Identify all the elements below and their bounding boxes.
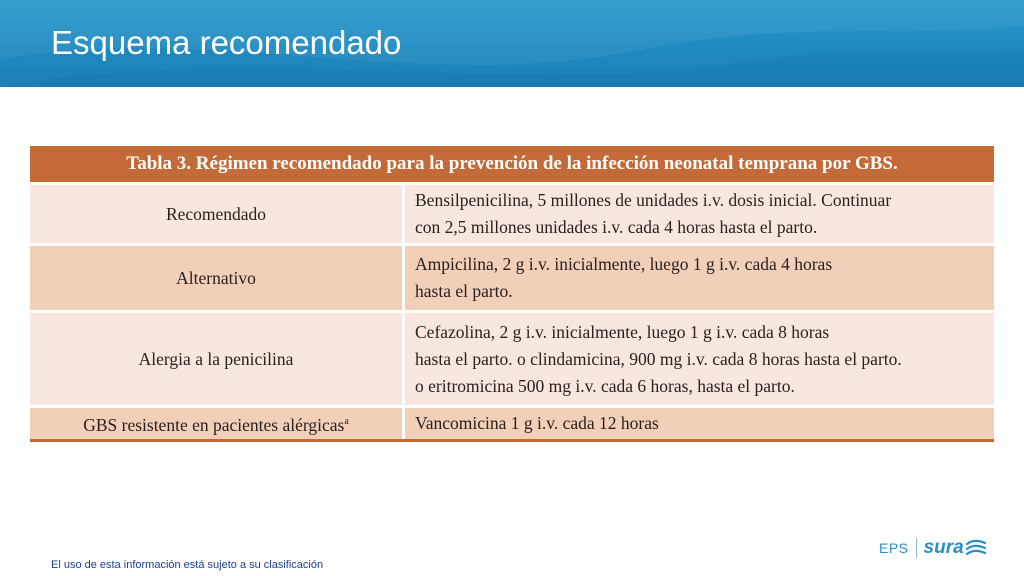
value-line: Ampicilina, 2 g i.v. inicialmente, luego 1 g i.v. cada 4 horas	[415, 254, 833, 274]
value-line: hasta el parto. o clindamicina, 900 mg i.v. cada 8 horas hasta el parto.	[415, 348, 902, 369]
row-label: Alternativo	[30, 245, 404, 312]
row-label: Alergia a la penicilina	[30, 312, 404, 407]
logo-divider	[916, 538, 917, 558]
table-row	[30, 184, 994, 245]
value-line: Bensilpenicilina, 5 millones de unidades i.v. dosis inicial. Continuar	[415, 190, 892, 210]
row-value	[404, 407, 995, 441]
value-line: Vancomicina 1 g i.v. cada 12 horas	[415, 413, 659, 433]
logo-brand-text: sura	[923, 537, 964, 558]
value-line: hasta el parto.	[415, 281, 513, 301]
regimen-table	[30, 146, 994, 442]
row-value	[404, 245, 995, 312]
footer-classification-note: El uso de esta información está sujeto a su clasificación	[51, 559, 324, 571]
table-body	[30, 184, 994, 441]
logo-eps-text: EPS	[879, 540, 909, 556]
sura-wave-icon	[966, 539, 986, 557]
eps-sura-logo	[879, 536, 986, 560]
regimen-table-container	[30, 146, 994, 442]
row-label: GBS resistente en pacientes alérgicas$^a$	[30, 407, 404, 441]
slide-title: Esquema recomendado	[51, 24, 402, 61]
footnote-marker: a	[344, 416, 349, 428]
value-line: con 2,5 millones unidades i.v. cada 4 horas hasta el parto.	[415, 217, 818, 237]
header-banner	[0, 0, 1024, 87]
row-value	[404, 312, 995, 407]
table-row	[30, 312, 994, 407]
row-label: Recomendado	[30, 184, 404, 245]
table-row	[30, 245, 994, 312]
table-row	[30, 407, 994, 441]
value-line: o eritromicina 500 mg i.v. cada 6 horas, hasta el parto.	[415, 375, 795, 396]
table-caption: Tabla 3. Régimen recomendado para la prevención de la infección neonatal temprana por GBS.	[30, 146, 994, 184]
row-value	[404, 184, 995, 245]
value-line: Cefazolina, 2 g i.v. inicialmente, luego 1 g i.v. cada 8 horas	[415, 321, 830, 342]
